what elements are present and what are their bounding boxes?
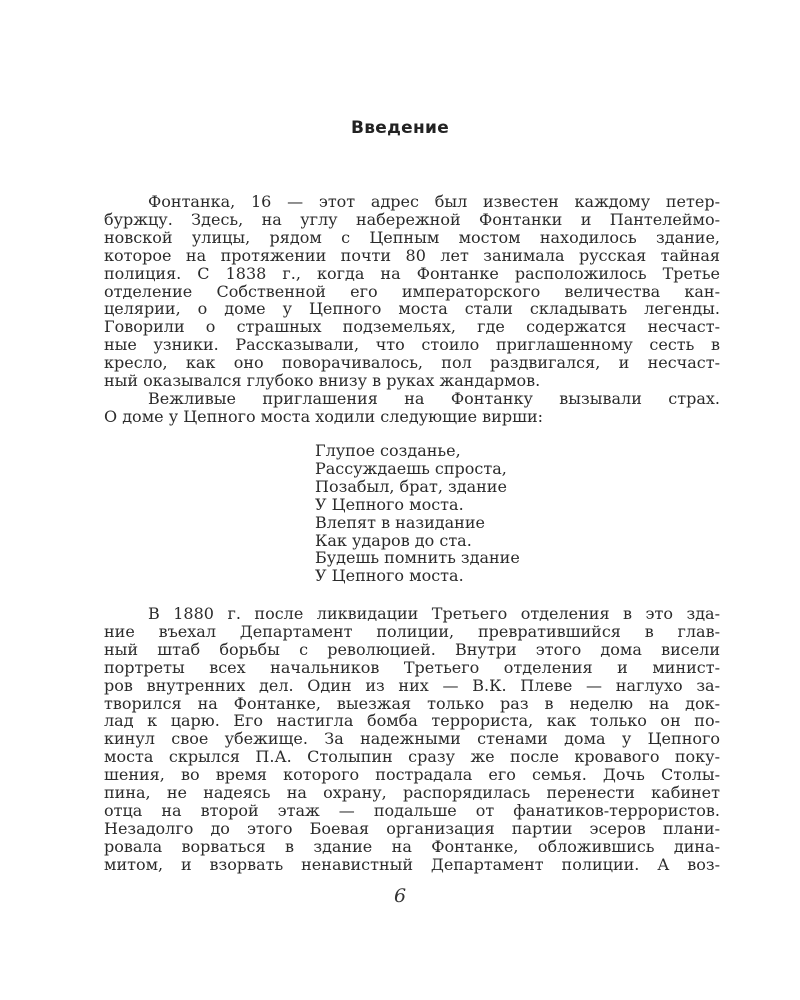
poem-line: У Цепного моста. bbox=[315, 566, 464, 586]
page-number: 6 bbox=[393, 885, 407, 907]
poem-line: Позабыл, брат, здание bbox=[315, 476, 507, 496]
text-line: шения, во время которого пострадала его семья. Дочь Столы- bbox=[104, 765, 720, 785]
poem-line: У Цепного моста. bbox=[315, 494, 464, 514]
paragraph-3 bbox=[104, 605, 720, 874]
poem-line: Как ударов до ста. bbox=[315, 530, 472, 550]
text-line: митом, и взорвать ненавистный Департамент полиции. А воз- bbox=[104, 854, 720, 874]
text-line: ный штаб борьбы с революцией. Внутри этого дома висели bbox=[104, 639, 720, 659]
text-line: пина, не надеясь на охрану, распорядилась перенести кабинет bbox=[104, 783, 720, 803]
text-line: кресло, как оно поворачивалось, пол раздвигался, и несчаст- bbox=[104, 353, 720, 373]
text-line: отделение Собственной его императорского величества кан- bbox=[104, 281, 720, 301]
chapter-heading: Введение bbox=[350, 118, 450, 138]
text-line: целярии, о доме у Цепного моста стали складывать легенды. bbox=[104, 299, 720, 319]
text-line: Вежливые приглашения на Фонтанку вызывали страх. bbox=[148, 388, 720, 408]
poem-line: Будешь помнить здание bbox=[315, 548, 520, 568]
text-line: которое на протяжении почти 80 лет занимала русская тайная bbox=[104, 245, 720, 265]
text-line: отца на второй этаж — подальше от фанатиков-террористов. bbox=[104, 800, 720, 820]
poem bbox=[315, 442, 520, 585]
poem-line: Глупое созданье, bbox=[315, 441, 461, 460]
text-line: Говорили о страшных подземельях, где содержатся несчаст- bbox=[104, 317, 720, 337]
text-line: Фонтанка, 16 — этот адрес был известен каждому петер- bbox=[148, 192, 720, 211]
text-line: творился на Фонтанке, выезжая только раз в неделю на док- bbox=[104, 693, 720, 713]
text-line: кинул свое убежище. За надежными стенами дома у Цепного bbox=[104, 729, 720, 749]
text-line: моста скрылся П.А. Столыпин сразу же после кровавого поку- bbox=[104, 747, 720, 767]
text-line: лад к царю. Его настигла бомба террориста, как только он по- bbox=[104, 711, 720, 731]
text-line: новской улицы, рядом с Цепным мостом находилось здание, bbox=[104, 227, 720, 247]
text-line: ные узники. Рассказывали, что стоило приглашенному сесть в bbox=[104, 335, 720, 355]
text-line: Незадолго до этого Боевая организация партии эсеров плани- bbox=[104, 818, 720, 838]
paragraph-1 bbox=[104, 193, 720, 426]
text-line: О доме у Цепного моста ходили следующие вирши: bbox=[104, 406, 543, 426]
text-line: буржцу. Здесь, на углу набережной Фонтанки и Пантелеймо- bbox=[104, 209, 720, 229]
text-line: ров внутренних дел. Один из них — В.К. Плеве — наглухо за- bbox=[104, 675, 720, 695]
text-line: ние въехал Департамент полиции, превратившийся в глав- bbox=[104, 621, 720, 641]
text-line: полиция. С 1838 г., когда на Фонтанке расположилось Третье bbox=[104, 263, 720, 283]
text-line: ровала ворваться в здание на Фонтанке, обложившись дина- bbox=[104, 836, 720, 856]
text-line: ный оказывался глубоко внизу в руках жандармов. bbox=[104, 371, 541, 391]
poem-line: Влепят в назидание bbox=[315, 512, 485, 532]
poem-line: Рассуждаешь спроста, bbox=[315, 458, 507, 478]
text-line: В 1880 г. после ликвидации Третьего отделения в это зда- bbox=[148, 604, 720, 623]
text-line: портреты всех начальников Третьего отделения и минист- bbox=[104, 657, 720, 677]
